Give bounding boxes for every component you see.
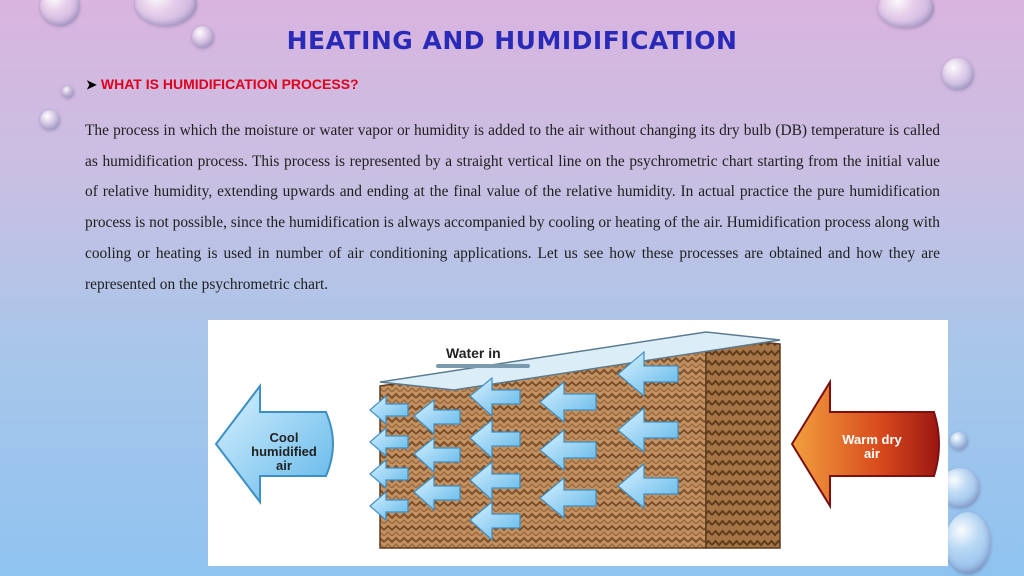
bubble-decoration xyxy=(950,432,968,450)
bubble-decoration xyxy=(62,86,74,98)
arrow-right-icon: ➤ xyxy=(86,77,97,92)
bubble-decoration xyxy=(878,0,934,28)
humidifier-illustration xyxy=(208,320,948,566)
bubble-decoration xyxy=(942,58,974,90)
slide-title: HEATING AND HUMIDIFICATION xyxy=(286,26,738,55)
bubble-decoration xyxy=(135,0,197,26)
cool-air-label-3: air xyxy=(276,458,292,473)
bubble-decoration xyxy=(945,512,991,574)
subheading xyxy=(86,76,359,93)
bubble-decoration xyxy=(40,110,60,130)
body-paragraph: The process in which the moisture or water vapor or humidity is added to the air without changing its dry bulb (DB) temperature is called as humidification process. This process is represented by a straight vertical line on the psychrometric chart starting from the initial value of relative humidity, extending upwards and ending at the final value of the relative humidity. In actual practice the pure humidification process is not possible, since the humidification is always accompanied by cooling or heating of the air. Humidification process along with cooling or heating is used in number of air conditioning applications. Let us see how these processes are obtained and how they are represented on the psychrometric chart. xyxy=(85,122,940,293)
water-in-label: Water in xyxy=(446,345,501,361)
evaporative-pad-side xyxy=(706,336,780,548)
warm-air-label-2: air xyxy=(864,446,880,461)
warm-air-label-1: Warm dry xyxy=(842,432,902,447)
subheading-text: WHAT IS HUMIDIFICATION PROCESS? xyxy=(100,76,359,92)
cool-air-label-1: Cool xyxy=(269,430,299,445)
humidifier-diagram xyxy=(208,320,948,566)
cool-air-label-2: humidified xyxy=(251,444,317,459)
bubble-decoration xyxy=(40,0,80,26)
